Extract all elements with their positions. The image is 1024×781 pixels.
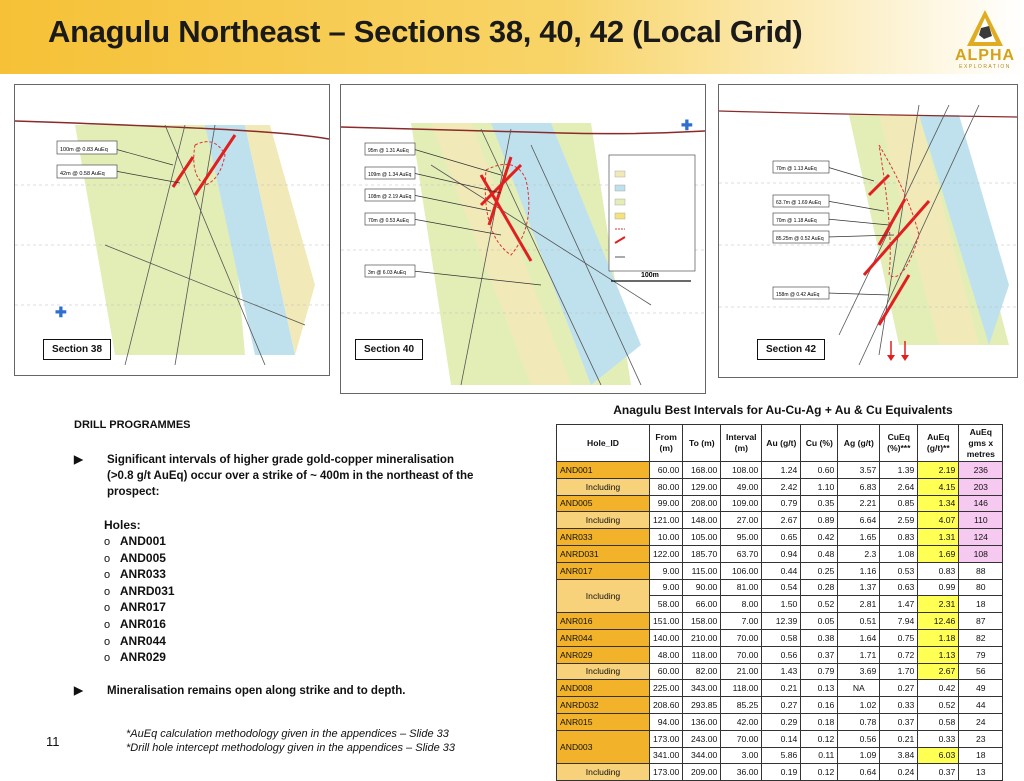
hole-item	[104, 634, 175, 651]
cell-au: 12.39	[762, 613, 801, 630]
col-interval: Interval (m)	[721, 425, 762, 462]
col-cueq: CuEq (%)***	[880, 425, 918, 462]
cell-cueq: 0.24	[880, 764, 918, 781]
cell-cueq: 0.33	[880, 697, 918, 714]
cell-to: 293.85	[683, 697, 721, 714]
col-aueq-gm: AuEq gms x metres	[959, 425, 1003, 462]
cell-aueq: 4.15	[918, 478, 959, 495]
cell-gm: 87	[959, 613, 1003, 630]
cell-to: 185.70	[683, 545, 721, 562]
s40-ann-3: 70m @ 0.53 AuEq	[368, 218, 409, 224]
cell-to: 210.00	[683, 629, 721, 646]
cell-from: 173.00	[650, 730, 683, 747]
col-aueq: AuEq (g/t)**	[918, 425, 959, 462]
cell-cu: 0.13	[801, 680, 838, 697]
cell-cu: 0.12	[801, 764, 838, 781]
cell-gm: 146	[959, 495, 1003, 512]
cell-cu: 0.60	[801, 462, 838, 479]
table-row	[557, 764, 1003, 781]
cell-interval: 81.00	[721, 579, 762, 596]
company-logo	[952, 8, 1018, 78]
cell-interval: 118.00	[721, 680, 762, 697]
cell-aueq: 0.33	[918, 730, 959, 747]
cell-ag: 1.71	[838, 646, 880, 663]
cell-interval: 108.00	[721, 462, 762, 479]
cell-from: 60.00	[650, 663, 683, 680]
table-header-row	[557, 425, 1003, 462]
cell-to: 208.00	[683, 495, 721, 512]
table-row	[557, 730, 1003, 747]
cell-ag: 1.37	[838, 579, 880, 596]
cell-interval: 27.00	[721, 512, 762, 529]
cell-ag: 3.69	[838, 663, 880, 680]
cell-ag: 6.64	[838, 512, 880, 529]
cell-cueq: 1.08	[880, 545, 918, 562]
cell-from: 99.00	[650, 495, 683, 512]
cell-cu: 0.89	[801, 512, 838, 529]
cell-cu: 0.28	[801, 579, 838, 596]
bullet-intervals-text: Significant intervals of higher grade gold-copper mineralisation (>0.8 g/t AuEq) occur over a strike of ~ 400m in the northeast of the prospect:	[107, 454, 474, 498]
cell-au: 0.14	[762, 730, 801, 747]
cell-to: 66.00	[683, 596, 721, 613]
arrow-bullet-icon: ▶	[74, 454, 83, 466]
cell-hole: ANR044	[557, 629, 650, 646]
cell-cueq: 0.72	[880, 646, 918, 663]
cell-cu: 0.42	[801, 529, 838, 546]
cell-to: 105.00	[683, 529, 721, 546]
cell-cueq: 0.21	[880, 730, 918, 747]
cell-interval: 36.00	[721, 764, 762, 781]
cell-from: 173.00	[650, 764, 683, 781]
cell-aueq: 1.13	[918, 646, 959, 663]
cell-ag: 3.57	[838, 462, 880, 479]
arrow-bullet-icon: ▶	[74, 685, 83, 697]
cell-interval: 8.00	[721, 596, 762, 613]
table-row	[557, 562, 1003, 579]
cell-hole: ANRD032	[557, 697, 650, 714]
circle-bullet-icon: o	[104, 569, 111, 582]
cell-au: 0.65	[762, 529, 801, 546]
cell-cu: 0.38	[801, 629, 838, 646]
cell-cueq: 1.70	[880, 663, 918, 680]
scale-label: 100m	[641, 272, 659, 279]
cell-interval: 3.00	[721, 747, 762, 764]
cell-hole: AND001	[557, 462, 650, 479]
cell-aueq: 0.58	[918, 713, 959, 730]
cell-hole: Including	[557, 478, 650, 495]
cell-to: 90.00	[683, 579, 721, 596]
cell-from: 121.00	[650, 512, 683, 529]
cell-hole: Including	[557, 663, 650, 680]
table-row	[557, 680, 1003, 697]
drill-programmes-heading: DRILL PROGRAMMES	[74, 419, 191, 431]
cell-hole: AND008	[557, 680, 650, 697]
cell-from: 10.00	[650, 529, 683, 546]
s42-ann-4: 158m @ 0.42 AuEq	[776, 292, 820, 298]
hole-item	[104, 650, 175, 667]
cell-au: 0.21	[762, 680, 801, 697]
col-hole-id: Hole_ID	[557, 425, 650, 462]
cell-gm: 88	[959, 562, 1003, 579]
section-38-figure	[14, 84, 330, 376]
circle-bullet-icon: o	[104, 585, 111, 598]
hole-label: AND005	[119, 550, 166, 565]
cell-aueq: 0.83	[918, 562, 959, 579]
cell-cu: 0.05	[801, 613, 838, 630]
bullet-open	[74, 683, 484, 701]
s40-ann-4: 3m @ 6.03 AuEq	[368, 270, 406, 276]
cell-to: 118.00	[683, 646, 721, 663]
cell-cu: 0.12	[801, 730, 838, 747]
grid-cross-icon: ✚	[55, 304, 67, 320]
cell-interval: 49.00	[721, 478, 762, 495]
section-42-drawing	[719, 85, 1017, 377]
table-row	[557, 545, 1003, 562]
cell-gm: 18	[959, 596, 1003, 613]
cell-to: 158.00	[683, 613, 721, 630]
cell-to: 129.00	[683, 478, 721, 495]
page-number: 11	[46, 734, 60, 749]
cell-au: 0.56	[762, 646, 801, 663]
holes-list	[104, 534, 175, 667]
section-42-figure	[718, 84, 1018, 378]
cell-aueq: 2.19	[918, 462, 959, 479]
cell-from: 58.00	[650, 596, 683, 613]
cell-gm: 80	[959, 579, 1003, 596]
col-to: To (m)	[683, 425, 721, 462]
section-40-label: Section 40	[355, 339, 423, 360]
cell-cueq: 1.47	[880, 596, 918, 613]
cell-aueq: 1.34	[918, 495, 959, 512]
cell-gm: 13	[959, 764, 1003, 781]
cell-cu: 0.35	[801, 495, 838, 512]
cell-au: 0.29	[762, 713, 801, 730]
cell-from: 208.60	[650, 697, 683, 714]
s42-ann-2: 70m @ 1.18 AuEq	[776, 218, 817, 224]
cell-ag: 0.51	[838, 613, 880, 630]
grid-cross-icon: ✚	[681, 117, 693, 133]
cell-cueq: 0.83	[880, 529, 918, 546]
cell-aueq: 6.03	[918, 747, 959, 764]
cell-au: 5.86	[762, 747, 801, 764]
circle-bullet-icon: o	[104, 602, 111, 615]
cell-cu: 0.16	[801, 697, 838, 714]
cell-from: 9.00	[650, 562, 683, 579]
hole-label: ANR016	[119, 616, 166, 631]
cell-ag: 0.78	[838, 713, 880, 730]
cell-hole: Including	[557, 512, 650, 529]
cell-aueq: 4.07	[918, 512, 959, 529]
circle-bullet-icon: o	[104, 618, 111, 631]
cell-gm: 24	[959, 713, 1003, 730]
cell-aueq: 0.42	[918, 680, 959, 697]
cell-cueq: 0.85	[880, 495, 918, 512]
cell-interval: 7.00	[721, 613, 762, 630]
cell-ag: 1.16	[838, 562, 880, 579]
holes-heading: Holes:	[104, 518, 141, 532]
cell-gm: 82	[959, 629, 1003, 646]
cell-interval: 109.00	[721, 495, 762, 512]
section-38-drawing	[15, 85, 329, 375]
cell-cueq: 0.75	[880, 629, 918, 646]
cell-ag: 2.21	[838, 495, 880, 512]
logo-word: ALPHA	[954, 47, 1016, 64]
cell-aueq: 0.52	[918, 697, 959, 714]
cell-to: 168.00	[683, 462, 721, 479]
cell-aueq: 0.99	[918, 579, 959, 596]
hole-item	[104, 534, 175, 551]
cell-au: 0.54	[762, 579, 801, 596]
table-row	[557, 478, 1003, 495]
table-title: Anagulu Best Intervals for Au-Cu-Ag + Au & Cu Equivalents	[613, 403, 953, 417]
cell-interval: 70.00	[721, 646, 762, 663]
cell-to: 136.00	[683, 713, 721, 730]
cell-from: 60.00	[650, 462, 683, 479]
cell-cueq: 0.37	[880, 713, 918, 730]
cell-from: 80.00	[650, 478, 683, 495]
hole-item	[104, 584, 175, 601]
cell-from: 151.00	[650, 613, 683, 630]
s42-ann-3: 85.25m @ 0.52 AuEq	[776, 236, 824, 242]
cell-au: 0.79	[762, 495, 801, 512]
cell-to: 148.00	[683, 512, 721, 529]
table-row	[557, 697, 1003, 714]
intervals-table	[556, 424, 1003, 781]
table-row	[557, 512, 1003, 529]
logo-triangle-icon	[965, 8, 1005, 48]
cell-gm: 49	[959, 680, 1003, 697]
cell-to: 115.00	[683, 562, 721, 579]
cell-cueq: 1.39	[880, 462, 918, 479]
col-au: Au (g/t)	[762, 425, 801, 462]
cell-aueq: 12.46	[918, 613, 959, 630]
cell-au: 0.27	[762, 697, 801, 714]
hole-label: ANR029	[119, 650, 166, 665]
circle-bullet-icon: o	[104, 652, 111, 665]
cell-au: 0.58	[762, 629, 801, 646]
cell-au: 1.50	[762, 596, 801, 613]
cell-from: 48.00	[650, 646, 683, 663]
cell-cueq: 3.84	[880, 747, 918, 764]
section-38-label: Section 38	[43, 339, 111, 360]
cell-interval: 70.00	[721, 629, 762, 646]
cell-au: 0.19	[762, 764, 801, 781]
cell-au: 0.94	[762, 545, 801, 562]
cell-gm: 236	[959, 462, 1003, 479]
cell-hole: ANR015	[557, 713, 650, 730]
cell-hole: ANR029	[557, 646, 650, 663]
cell-cu: 0.37	[801, 646, 838, 663]
cell-ag: 6.83	[838, 478, 880, 495]
cell-au: 2.67	[762, 512, 801, 529]
cell-cueq: 2.59	[880, 512, 918, 529]
cell-from: 94.00	[650, 713, 683, 730]
cell-interval: 106.00	[721, 562, 762, 579]
table-row	[557, 629, 1003, 646]
cell-au: 1.43	[762, 663, 801, 680]
cell-gm: 23	[959, 730, 1003, 747]
table-row	[557, 579, 1003, 596]
cell-cu: 0.79	[801, 663, 838, 680]
cell-interval: 85.25	[721, 697, 762, 714]
section-42-label: Section 42	[757, 339, 825, 360]
cell-ag: NA	[838, 680, 880, 697]
cell-ag: 0.64	[838, 764, 880, 781]
cell-cu: 0.48	[801, 545, 838, 562]
cell-gm: 56	[959, 663, 1003, 680]
circle-bullet-icon: o	[104, 552, 111, 565]
table-row	[557, 646, 1003, 663]
table-row	[557, 713, 1003, 730]
cell-ag: 1.65	[838, 529, 880, 546]
cell-aueq: 1.18	[918, 629, 959, 646]
cell-gm: 79	[959, 646, 1003, 663]
cell-cueq: 0.53	[880, 562, 918, 579]
col-from: From (m)	[650, 425, 683, 462]
cell-ag: 2.81	[838, 596, 880, 613]
table-row	[557, 613, 1003, 630]
hole-item	[104, 551, 175, 568]
s40-ann-2: 108m @ 2.19 AuEq	[368, 194, 412, 200]
cell-from: 122.00	[650, 545, 683, 562]
cell-interval: 21.00	[721, 663, 762, 680]
cell-au: 2.42	[762, 478, 801, 495]
hole-item	[104, 600, 175, 617]
cell-cueq: 0.27	[880, 680, 918, 697]
cell-from: 341.00	[650, 747, 683, 764]
cell-hole: Including	[557, 579, 650, 613]
s42-ann-1: 63.7m @ 1.69 AuEq	[776, 200, 821, 206]
cell-cu: 1.10	[801, 478, 838, 495]
cell-aueq: 0.37	[918, 764, 959, 781]
cell-aueq: 2.67	[918, 663, 959, 680]
hole-item	[104, 567, 175, 584]
cell-hole: Including	[557, 764, 650, 781]
cell-ag: 0.56	[838, 730, 880, 747]
hole-label: AND001	[119, 534, 166, 548]
cell-interval: 70.00	[721, 730, 762, 747]
table-row	[557, 462, 1003, 479]
cell-to: 343.00	[683, 680, 721, 697]
cell-au: 0.44	[762, 562, 801, 579]
footnote-intercept: *Drill hole intercept methodology given in the appendices – Slide 33	[126, 742, 455, 754]
cell-from: 140.00	[650, 629, 683, 646]
cell-gm: 110	[959, 512, 1003, 529]
cell-interval: 95.00	[721, 529, 762, 546]
s38-ann-1: 42m @ 0.58 AuEq	[60, 171, 105, 177]
table-row	[557, 495, 1003, 512]
cell-to: 344.00	[683, 747, 721, 764]
table-row	[557, 663, 1003, 680]
cell-interval: 42.00	[721, 713, 762, 730]
circle-bullet-icon: o	[104, 635, 111, 648]
cell-gm: 203	[959, 478, 1003, 495]
s38-ann-0: 100m @ 0.83 AuEq	[60, 147, 108, 153]
hole-item	[104, 617, 175, 634]
cell-aueq: 1.69	[918, 545, 959, 562]
cell-to: 209.00	[683, 764, 721, 781]
cell-hole: ANR016	[557, 613, 650, 630]
cell-to: 82.00	[683, 663, 721, 680]
cell-aueq: 2.31	[918, 596, 959, 613]
circle-bullet-icon: o	[104, 536, 111, 548]
cell-cu: 0.18	[801, 713, 838, 730]
bullet-intervals	[74, 452, 484, 502]
cell-cu: 0.11	[801, 747, 838, 764]
hole-label: ANR044	[119, 633, 166, 648]
cell-hole: ANRD031	[557, 545, 650, 562]
cell-hole: ANR017	[557, 562, 650, 579]
cell-from: 225.00	[650, 680, 683, 697]
section-40-figure	[340, 84, 706, 394]
bullet-open-text: Mineralisation remains open along strike and to depth.	[107, 685, 406, 697]
table-row	[557, 529, 1003, 546]
cell-cu: 0.25	[801, 562, 838, 579]
cell-gm: 44	[959, 697, 1003, 714]
hole-label: ANRD031	[119, 583, 175, 598]
cell-gm: 124	[959, 529, 1003, 546]
cell-cueq: 7.94	[880, 613, 918, 630]
cell-cueq: 0.63	[880, 579, 918, 596]
cell-from: 9.00	[650, 579, 683, 596]
cell-ag: 1.64	[838, 629, 880, 646]
s40-ann-0: 95m @ 1.31 AuEq	[368, 148, 409, 154]
cell-ag: 1.02	[838, 697, 880, 714]
cell-hole: AND003	[557, 730, 650, 764]
cell-ag: 2.3	[838, 545, 880, 562]
footnote-aueq: *AuEq calculation methodology given in the appendices – Slide 33	[126, 728, 449, 740]
page-title: Anagulu Northeast – Sections 38, 40, 42 (Local Grid)	[48, 14, 803, 49]
s40-ann-1: 109m @ 1.34 AuEq	[368, 172, 412, 178]
cell-hole: ANR033	[557, 529, 650, 546]
cell-aueq: 1.31	[918, 529, 959, 546]
cell-ag: 1.09	[838, 747, 880, 764]
s42-ann-0: 70m @ 1.13 AuEq	[776, 166, 817, 172]
cell-gm: 108	[959, 545, 1003, 562]
cell-au: 1.24	[762, 462, 801, 479]
col-cu: Cu (%)	[801, 425, 838, 462]
cell-to: 243.00	[683, 730, 721, 747]
logo-subtitle: EXPLORATION	[959, 64, 1011, 70]
cell-gm: 18	[959, 747, 1003, 764]
hole-label: ANR033	[119, 567, 166, 582]
col-ag: Ag (g/t)	[838, 425, 880, 462]
cell-cu: 0.52	[801, 596, 838, 613]
cell-hole: AND005	[557, 495, 650, 512]
cell-cueq: 2.64	[880, 478, 918, 495]
cell-interval: 63.70	[721, 545, 762, 562]
hole-label: ANR017	[119, 600, 166, 615]
